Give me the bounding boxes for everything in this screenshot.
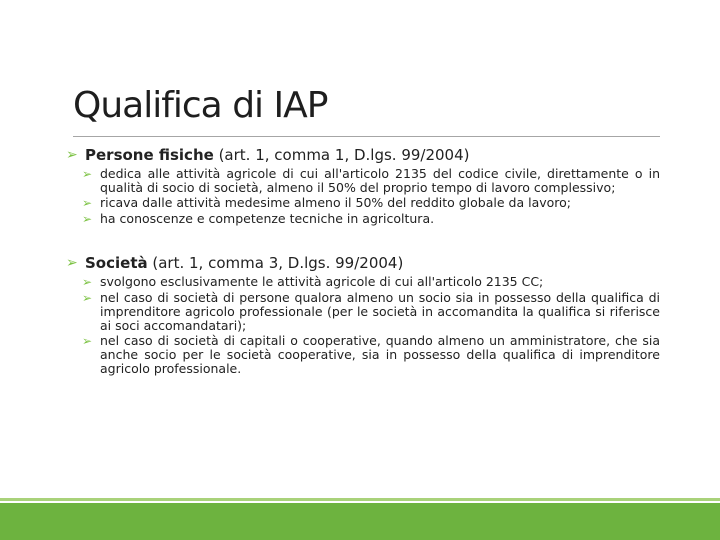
slide-content (66, 146, 660, 377)
arrow-bullet-icon: ➢ (82, 334, 93, 348)
title-divider (73, 136, 660, 137)
arrow-bullet-icon: ➢ (82, 212, 93, 226)
arrow-bullet-icon: ➢ (82, 291, 93, 305)
arrow-bullet-icon: ➢ (82, 275, 93, 289)
list-item-text: nel caso di società di persone qualora almeno un socio sia in possesso della qualifica di imprenditore agricolo professionale (per le società in accomandita la qualifica si riferisce ai soci accomandatari); (100, 290, 660, 333)
section-heading-ref: (art. 1, comma 3, D.lgs. 99/2004) (147, 254, 404, 272)
list-item-text: nel caso di società di capitali o cooperative, quando almeno un amministratore, che sia anche socio per le società cooperative, sia in possesso della qualifica di imprenditore agricolo professionale. (100, 333, 660, 376)
section-heading-bold: Società (85, 254, 148, 272)
arrow-bullet-icon: ➢ (66, 147, 78, 163)
list-item (82, 275, 660, 290)
list-item-text: ricava dalle attività medesime almeno il 50% del reddito globale da lavoro; (100, 195, 572, 210)
list-item (82, 196, 660, 211)
list-item-text: svolgono esclusivamente le attività agricole di cui all'articolo 2135 CC; (100, 274, 544, 289)
footer-bar (0, 503, 720, 540)
sublist-persone-fisiche (82, 167, 660, 227)
section-heading-ref: (art. 1, comma 1, D.lgs. 99/2004) (213, 146, 470, 164)
arrow-bullet-icon: ➢ (66, 255, 78, 271)
arrow-bullet-icon: ➢ (82, 167, 93, 181)
sublist-societa (82, 275, 660, 376)
list-item-text: dedica alle attività agricole di cui all'articolo 2135 del codice civile, direttamente o in qualità di socio di società, almeno il 50% del proprio tempo di lavoro complessivo; (100, 166, 660, 195)
arrow-bullet-icon: ➢ (82, 196, 93, 210)
section-heading (85, 254, 403, 273)
section-persone-fisiche (66, 146, 660, 165)
list-item-text: ha conoscenze e competenze tecniche in agricoltura. (100, 211, 435, 226)
section-spacer (66, 228, 660, 254)
list-item (82, 334, 660, 376)
list-item (82, 291, 660, 333)
list-item (82, 167, 660, 195)
slide-title: Qualifica di IAP (73, 85, 328, 126)
list-item (82, 212, 660, 227)
section-heading (85, 146, 470, 165)
footer-accent-line (0, 498, 720, 501)
section-heading-bold: Persone fisiche (85, 146, 214, 164)
section-societa (66, 254, 660, 273)
